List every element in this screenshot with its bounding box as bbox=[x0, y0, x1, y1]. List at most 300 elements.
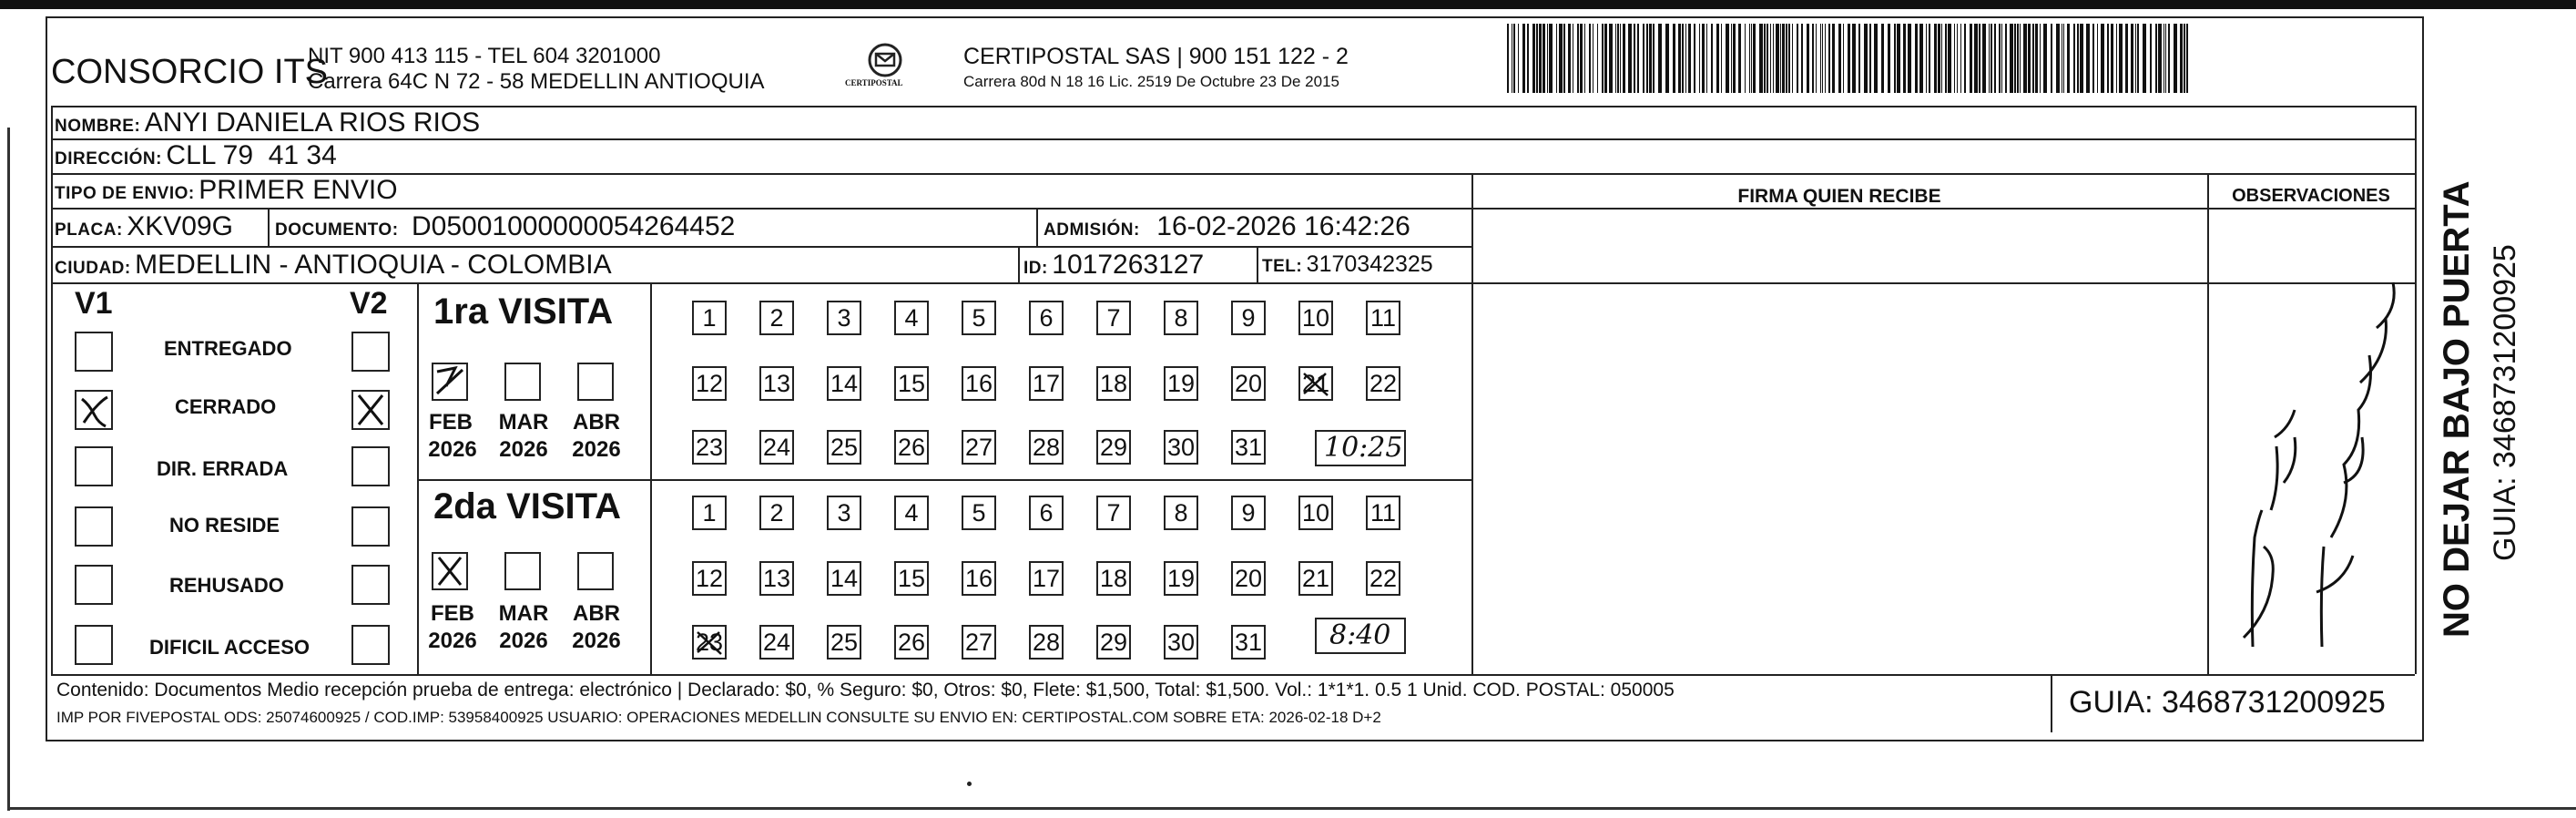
visit-1-day-19[interactable]: 19 bbox=[1164, 366, 1198, 401]
scan-bottom-edge bbox=[7, 807, 2576, 810]
barcode-bar bbox=[1518, 24, 1519, 93]
visit-1-day-11[interactable]: 11 bbox=[1366, 301, 1400, 335]
side-guia: GUIA: 3468731200925 bbox=[2488, 244, 2522, 561]
barcode-bar bbox=[2020, 24, 2021, 93]
visit-1-day-10[interactable]: 10 bbox=[1298, 301, 1333, 335]
option-cerrado: CERRADO bbox=[175, 395, 277, 418]
barcode-bar bbox=[2143, 24, 2146, 93]
barcode-bar bbox=[2056, 24, 2060, 93]
visit-2-month-mar-checkbox[interactable] bbox=[504, 552, 541, 590]
v1-dificil-acceso-checkbox[interactable] bbox=[75, 625, 113, 665]
option-no-reside: NO RESIDE bbox=[169, 514, 280, 537]
scan-top-edge bbox=[0, 0, 2576, 9]
barcode-bar bbox=[2073, 24, 2075, 93]
visit-1-year-abr: 2026 bbox=[572, 437, 621, 462]
barcode-bar bbox=[1941, 24, 1942, 93]
v1-rehusado-checkbox[interactable] bbox=[75, 565, 113, 605]
barcode-bar bbox=[1733, 24, 1736, 93]
barcode-bar bbox=[1801, 24, 1803, 93]
visit-1-day-14[interactable]: 14 bbox=[827, 366, 861, 401]
barcode-bar bbox=[1753, 24, 1756, 93]
barcode-bar bbox=[1620, 24, 1621, 93]
visit-1-month-feb-label: FEB bbox=[429, 410, 473, 435]
visit-2-day-30[interactable]: 30 bbox=[1164, 625, 1198, 660]
barcode-bar bbox=[1563, 24, 1565, 93]
v1-cerrado-checkbox[interactable] bbox=[75, 390, 113, 430]
barcode-bar bbox=[1812, 24, 1814, 93]
visit-2-day-31[interactable]: 31 bbox=[1231, 625, 1266, 660]
visit-1-time: 10:25 bbox=[1324, 432, 1403, 464]
barcode-bar bbox=[1782, 24, 1785, 93]
barcode-bar bbox=[1665, 24, 1669, 93]
visit-1-month-mar-checkbox[interactable] bbox=[504, 363, 541, 401]
visit-2-day-19[interactable]: 19 bbox=[1164, 561, 1198, 596]
barcode-bar bbox=[1770, 24, 1771, 93]
company-nit: NIT 900 413 115 - TEL 604 3201000 bbox=[308, 44, 661, 68]
admision-value: 16-02-2026 16:42:26 bbox=[1156, 211, 1410, 241]
barcode-bar bbox=[1716, 24, 1719, 93]
barcode-bar bbox=[1536, 24, 1538, 93]
visit-2-day-26[interactable]: 26 bbox=[894, 625, 929, 660]
visit-1-year-feb: 2026 bbox=[428, 437, 477, 462]
visit-1-month-abr-label: ABR bbox=[573, 410, 620, 435]
tipo-envio-label: TIPO DE ENVIO: bbox=[55, 184, 195, 203]
barcode-bar bbox=[1685, 24, 1686, 93]
visit-2-day-1[interactable]: 1 bbox=[692, 496, 727, 530]
barcode-bar bbox=[2097, 24, 2098, 93]
barcode-bar bbox=[2067, 24, 2070, 93]
company-name: CONSORCIO ITS bbox=[51, 53, 329, 91]
visit-2-day-27[interactable]: 27 bbox=[962, 625, 996, 660]
barcode-bar bbox=[1678, 24, 1681, 93]
barcode-bar bbox=[2155, 24, 2157, 93]
documento-field bbox=[275, 211, 735, 242]
barcode-bar bbox=[1989, 24, 1990, 93]
visit-2-year-abr: 2026 bbox=[572, 629, 621, 653]
barcode-bar bbox=[1780, 24, 1781, 93]
barcode-bar bbox=[1726, 24, 1729, 93]
barcode-bar bbox=[2168, 24, 2170, 93]
barcode-bar bbox=[1828, 24, 1830, 93]
visit-2-day-16[interactable]: 16 bbox=[962, 561, 996, 596]
visit-2-day-22[interactable]: 22 bbox=[1366, 561, 1400, 596]
barcode-bar bbox=[2150, 24, 2152, 93]
visit-2-day-13[interactable]: 13 bbox=[759, 561, 794, 596]
visit-1-day-28[interactable]: 28 bbox=[1029, 430, 1064, 465]
nombre-field bbox=[55, 107, 480, 138]
v2-cerrado-checkbox[interactable] bbox=[351, 390, 390, 430]
visit-2-day-12[interactable]: 12 bbox=[692, 561, 727, 596]
option-rehusado: REHUSADO bbox=[169, 574, 284, 597]
visit-1-day-8[interactable]: 8 bbox=[1164, 301, 1198, 335]
barcode-bar bbox=[2092, 24, 2094, 93]
barcode-bar bbox=[1858, 24, 1860, 93]
visit-1-day-30[interactable]: 30 bbox=[1164, 430, 1198, 465]
barcode-bar bbox=[1903, 24, 1906, 93]
ciudad-label: CIUDAD: bbox=[55, 259, 131, 278]
v2-label: V2 bbox=[350, 286, 388, 321]
visit-1-day-22[interactable]: 22 bbox=[1366, 366, 1400, 401]
barcode-bar bbox=[1929, 24, 1930, 93]
visit-2-day-11[interactable]: 11 bbox=[1366, 496, 1400, 530]
barcode-bar bbox=[1767, 24, 1768, 93]
barcode-bar bbox=[1694, 24, 1695, 93]
barcode-bar bbox=[2035, 24, 2038, 93]
courier-name: CERTIPOSTAL SAS | 900 151 122 - 2 bbox=[963, 44, 1349, 69]
barcode-bar bbox=[1919, 24, 1923, 93]
visit-1-day-9[interactable]: 9 bbox=[1231, 301, 1266, 335]
visit-2-day-14[interactable]: 14 bbox=[827, 561, 861, 596]
barcode-bar bbox=[1960, 24, 1961, 93]
nombre-label: NOMBRE: bbox=[55, 117, 141, 136]
barcode-bar bbox=[1577, 24, 1579, 93]
barcode-bar bbox=[1549, 24, 1553, 93]
barcode-bar bbox=[1688, 24, 1691, 93]
visit-1-year-mar: 2026 bbox=[499, 437, 548, 462]
barcode-bar bbox=[1888, 24, 1890, 93]
barcode-bar bbox=[1751, 24, 1752, 93]
v2-no-reside-checkbox[interactable] bbox=[351, 506, 390, 547]
visit-2-day-29[interactable]: 29 bbox=[1096, 625, 1131, 660]
v2-dir-errada-checkbox[interactable] bbox=[351, 446, 390, 486]
barcode-bar bbox=[1764, 24, 1766, 93]
visit-2-day-17[interactable]: 17 bbox=[1029, 561, 1064, 596]
visit-2-month-mar-label: MAR bbox=[498, 601, 549, 626]
barcode-bar bbox=[1852, 24, 1856, 93]
placa-field bbox=[55, 211, 233, 242]
documento-label: DOCUMENTO: bbox=[275, 220, 399, 240]
visit-1-day-25[interactable]: 25 bbox=[827, 430, 861, 465]
visit-1-day-31[interactable]: 31 bbox=[1231, 430, 1266, 465]
certipostal-logo bbox=[849, 40, 921, 98]
barcode-bar bbox=[1982, 24, 1986, 93]
visit-1-day-2[interactable]: 2 bbox=[759, 301, 794, 335]
barcode-bar bbox=[1825, 24, 1826, 93]
visit-1-feb-check-mark bbox=[433, 364, 466, 399]
footer-line-2: IMP POR FIVEPOSTAL ODS: 25074600925 / COD.IMP: 53958400925 USUARIO: OPERACIONES MEDELLIN CONSULTE SU ENVIO EN: CERTIPOSTAL.COM SOBRE ETA: 2026-02-18 D+2 bbox=[56, 709, 1381, 726]
visit-1-day-4[interactable]: 4 bbox=[894, 301, 929, 335]
tipo-envio-field bbox=[55, 175, 398, 206]
barcode-bar bbox=[2174, 24, 2177, 93]
barcode-bar bbox=[1609, 24, 1613, 93]
barcode-bar bbox=[2005, 24, 2007, 93]
v2-rehusado-checkbox[interactable] bbox=[351, 565, 390, 605]
visit-1-day-24[interactable]: 24 bbox=[759, 430, 794, 465]
visit-2-day-28[interactable]: 28 bbox=[1029, 625, 1064, 660]
barcode-bar bbox=[1822, 24, 1823, 93]
barcode-bar bbox=[1539, 24, 1542, 93]
visit-2-day-25[interactable]: 25 bbox=[827, 625, 861, 660]
barcode-bar bbox=[1634, 24, 1635, 93]
barcode-bar bbox=[1702, 24, 1705, 93]
barcode-bar bbox=[2186, 24, 2188, 93]
placa-value: XKV09G bbox=[127, 211, 233, 241]
placa-label: PLACA: bbox=[55, 220, 123, 240]
nombre-value: ANYI DANIELA RIOS RIOS bbox=[144, 107, 481, 138]
footer-guia: GUIA: 3468731200925 bbox=[2069, 685, 2386, 720]
barcode-bar bbox=[1646, 24, 1648, 93]
ciudad-field bbox=[55, 250, 612, 281]
visit-1-day-7[interactable]: 7 bbox=[1096, 301, 1131, 335]
visit-2-day-2[interactable]: 2 bbox=[759, 496, 794, 530]
direccion-value: CLL 79 41 34 bbox=[166, 140, 337, 170]
barcode-bar bbox=[2111, 24, 2113, 93]
visit-1-day-5[interactable]: 5 bbox=[962, 301, 996, 335]
visit-1-day-18[interactable]: 18 bbox=[1096, 366, 1131, 401]
barcode-bar bbox=[2063, 24, 2064, 93]
admision-field bbox=[1044, 211, 1410, 242]
barcode-bar bbox=[2131, 24, 2133, 93]
barcode-bar bbox=[1832, 24, 1835, 93]
barcode-bar bbox=[1653, 24, 1655, 93]
barcode-bar bbox=[1721, 24, 1722, 93]
v1-no-reside-checkbox[interactable] bbox=[75, 506, 113, 547]
barcode-bar bbox=[2137, 24, 2139, 93]
barcode-bar bbox=[1532, 24, 1535, 93]
barcode-bar bbox=[2040, 24, 2041, 93]
visit-1-day-23[interactable]: 23 bbox=[692, 430, 727, 465]
visit-2-year-feb: 2026 bbox=[428, 629, 477, 653]
barcode-bar bbox=[1807, 24, 1809, 93]
barcode-bar bbox=[2051, 24, 2052, 93]
visit-1-title: 1ra VISITA bbox=[433, 291, 614, 332]
id-value: 1017263127 bbox=[1052, 250, 1205, 280]
tel-field bbox=[1262, 251, 1433, 278]
visit-2-month-feb-checkbox[interactable] bbox=[432, 552, 468, 590]
visit-1-day-6[interactable]: 6 bbox=[1029, 301, 1064, 335]
barcode-bar bbox=[1527, 24, 1529, 93]
side-warning: NO DEJAR BAJO PUERTA bbox=[2437, 180, 2477, 638]
marked-day-label: 21 bbox=[1301, 370, 1330, 397]
visit-1-day-12[interactable]: 12 bbox=[692, 366, 727, 401]
barcode-bar bbox=[2023, 24, 2027, 93]
tipo-envio-value: PRIMER ENVIO bbox=[199, 175, 398, 205]
visit-2-day-8[interactable]: 8 bbox=[1164, 496, 1198, 530]
option-entregado: ENTREGADO bbox=[164, 337, 292, 360]
barcode-bar bbox=[1711, 24, 1713, 93]
barcode-bar bbox=[1556, 24, 1557, 93]
barcode-bar bbox=[2028, 24, 2031, 93]
visit-2-month-feb-label: FEB bbox=[431, 601, 474, 626]
courier-address: Carrera 80d N 18 16 Lic. 2519 De Octubre 23 De 2015 bbox=[963, 73, 1339, 90]
barcode-bar bbox=[1957, 24, 1958, 93]
visit-2-day-20[interactable]: 20 bbox=[1231, 561, 1266, 596]
direccion-field bbox=[55, 140, 337, 171]
handwritten-observation bbox=[2207, 210, 2415, 674]
barcode-bar bbox=[1979, 24, 1980, 93]
option-dir-errada: DIR. ERRADA bbox=[157, 457, 289, 480]
barcode-bar bbox=[1649, 24, 1652, 93]
visit-2-title: 2da VISITA bbox=[433, 486, 621, 527]
barcode-bar bbox=[1543, 24, 1545, 93]
visit-2-day-23[interactable] bbox=[692, 625, 727, 660]
v1-dir-errada-checkbox[interactable] bbox=[75, 446, 113, 486]
barcode-bar bbox=[1507, 24, 1509, 93]
barcode-bar bbox=[2032, 24, 2034, 93]
visit-2-time: 8:40 bbox=[1329, 619, 1391, 651]
visit-1-day-1[interactable]: 1 bbox=[692, 301, 727, 335]
v2-dificil-acceso-checkbox[interactable] bbox=[351, 625, 390, 665]
visit-2-day-4[interactable]: 4 bbox=[894, 496, 929, 530]
id-label: ID: bbox=[1023, 259, 1048, 278]
visit-2-day-18[interactable]: 18 bbox=[1096, 561, 1131, 596]
barcode bbox=[1507, 24, 2190, 93]
barcode-bar bbox=[1938, 24, 1940, 93]
barcode-bar bbox=[1816, 24, 1817, 93]
visit-1-day-27[interactable]: 27 bbox=[962, 430, 996, 465]
barcode-bar bbox=[1894, 24, 1896, 93]
admision-label: ADMISIÓN: bbox=[1044, 220, 1140, 240]
barcode-bar bbox=[2158, 24, 2162, 93]
visit-2-day-5[interactable]: 5 bbox=[962, 496, 996, 530]
barcode-bar bbox=[1637, 24, 1639, 93]
barcode-bar bbox=[1792, 24, 1793, 93]
barcode-bar bbox=[1970, 24, 1972, 93]
visit-2-day-10[interactable]: 10 bbox=[1298, 496, 1333, 530]
barcode-bar bbox=[2165, 24, 2166, 93]
barcode-bar bbox=[1881, 24, 1884, 93]
barcode-bar bbox=[1547, 24, 1548, 93]
barcode-bar bbox=[2125, 24, 2128, 93]
barcode-bar bbox=[2043, 24, 2047, 93]
barcode-bar bbox=[1974, 24, 1978, 93]
v1-cerrado-check-mark bbox=[76, 392, 111, 428]
barcode-bar bbox=[1915, 24, 1918, 93]
barcode-bar bbox=[1749, 24, 1750, 93]
visit-1-day-26[interactable]: 26 bbox=[894, 430, 929, 465]
barcode-bar bbox=[1934, 24, 1937, 93]
barcode-bar bbox=[1628, 24, 1632, 93]
barcode-bar bbox=[2001, 24, 2002, 93]
barcode-bar bbox=[1602, 24, 1604, 93]
barcode-bar bbox=[1964, 24, 1966, 93]
barcode-bar bbox=[1699, 24, 1700, 93]
visit-2-day-15[interactable]: 15 bbox=[894, 561, 929, 596]
visit-2-month-abr-checkbox[interactable] bbox=[577, 552, 614, 590]
visit-1-day-21[interactable] bbox=[1298, 366, 1333, 401]
visit-2-feb-check-mark bbox=[433, 554, 466, 588]
barcode-bar bbox=[2135, 24, 2136, 93]
visit-1-day-17[interactable]: 17 bbox=[1029, 366, 1064, 401]
barcode-bar bbox=[2180, 24, 2183, 93]
visit-1-month-abr-checkbox[interactable] bbox=[577, 363, 614, 401]
barcode-bar bbox=[1568, 24, 1571, 93]
barcode-bar bbox=[1864, 24, 1868, 93]
barcode-bar bbox=[2010, 24, 2013, 93]
barcode-bar bbox=[1848, 24, 1850, 93]
barcode-bar bbox=[1908, 24, 1911, 93]
visit-2-day-3[interactable]: 3 bbox=[827, 496, 861, 530]
visit-1-day-16[interactable]: 16 bbox=[962, 366, 996, 401]
barcode-bar bbox=[1522, 24, 1525, 93]
barcode-bar bbox=[1513, 24, 1515, 93]
v2-cerrado-check-mark bbox=[353, 392, 388, 428]
visit-1-month-feb-checkbox[interactable] bbox=[432, 363, 468, 401]
visit-1-day-3[interactable]: 3 bbox=[827, 301, 861, 335]
visit-2-month-abr-label: ABR bbox=[573, 601, 620, 626]
visit-2-day-6[interactable]: 6 bbox=[1029, 496, 1064, 530]
barcode-bar bbox=[1617, 24, 1619, 93]
barcode-bar bbox=[2101, 24, 2104, 93]
barcode-bar bbox=[2077, 24, 2079, 93]
scan-left-edge bbox=[7, 128, 10, 811]
direccion-label: DIRECCIÓN: bbox=[55, 149, 162, 169]
v2-entregado-checkbox[interactable] bbox=[351, 332, 390, 372]
v1-entregado-checkbox[interactable] bbox=[75, 332, 113, 372]
barcode-bar bbox=[1843, 24, 1844, 93]
footer-line-1: Contenido: Documentos Medio recepción prueba de entrega: electrónico | Declarado: $0, % Seguro: $0, Otros: $0, Flete: $1,500, Total: $1,500. Vol.: 1*1*1. 0.5 1 Unid. COD. POSTAL: 050005 bbox=[56, 680, 1675, 700]
barcode-bar bbox=[1773, 24, 1774, 93]
barcode-bar bbox=[1954, 24, 1955, 93]
barcode-bar bbox=[1788, 24, 1790, 93]
barcode-bar bbox=[2086, 24, 2090, 93]
visit-2-day-7[interactable]: 7 bbox=[1096, 496, 1131, 530]
barcode-bar bbox=[1643, 24, 1644, 93]
visit-1-month-mar-label: MAR bbox=[498, 410, 549, 435]
visit-2-day-9[interactable]: 9 bbox=[1231, 496, 1266, 530]
id-field bbox=[1023, 250, 1204, 281]
visit-2-day-24[interactable]: 24 bbox=[759, 625, 794, 660]
barcode-bar bbox=[1874, 24, 1878, 93]
barcode-bar bbox=[1776, 24, 1779, 93]
marked-day-label: 23 bbox=[695, 629, 724, 656]
visit-1-day-29[interactable]: 29 bbox=[1096, 430, 1131, 465]
barcode-bar bbox=[2017, 24, 2019, 93]
barcode-bar bbox=[1597, 24, 1598, 93]
barcode-bar bbox=[1738, 24, 1741, 93]
barcode-bar bbox=[1786, 24, 1787, 93]
barcode-bar bbox=[1731, 24, 1732, 93]
barcode-bar bbox=[2080, 24, 2083, 93]
documento-value: D05001000000054264452 bbox=[412, 211, 736, 241]
barcode-bar bbox=[1759, 24, 1763, 93]
barcode-bar bbox=[1945, 24, 1947, 93]
barcode-bar bbox=[1580, 24, 1583, 93]
barcode-bar bbox=[2014, 24, 2016, 93]
barcode-bar bbox=[1584, 24, 1585, 93]
barcode-bar bbox=[2184, 24, 2185, 93]
barcode-bar bbox=[1559, 24, 1563, 93]
barcode-bar bbox=[1706, 24, 1707, 93]
barcode-bar bbox=[1999, 24, 2001, 93]
barcode-bar bbox=[1994, 24, 1996, 93]
barcode-bar bbox=[1991, 24, 1992, 93]
visit-1-day-13[interactable]: 13 bbox=[759, 366, 794, 401]
scan-dot bbox=[967, 782, 972, 786]
barcode-bar bbox=[1745, 24, 1746, 93]
visit-2-day-21[interactable]: 21 bbox=[1298, 561, 1333, 596]
barcode-bar bbox=[1897, 24, 1900, 93]
barcode-bar bbox=[2107, 24, 2109, 93]
barcode-bar bbox=[1869, 24, 1871, 93]
barcode-bar bbox=[2116, 24, 2117, 93]
visit-2-time-box bbox=[1315, 618, 1406, 654]
barcode-bar bbox=[1926, 24, 1927, 93]
barcode-bar bbox=[1623, 24, 1625, 93]
barcode-bar bbox=[1615, 24, 1616, 93]
visit-1-day-20[interactable]: 20 bbox=[1231, 366, 1266, 401]
barcode-bar bbox=[1589, 24, 1591, 93]
barcode-bar bbox=[2119, 24, 2123, 93]
company-address: Carrera 64C N 72 - 58 MEDELLIN ANTIOQUIA bbox=[308, 69, 765, 94]
option-dificil-acceso: DIFICIL ACCESO bbox=[149, 636, 311, 659]
visit-1-time-box bbox=[1315, 430, 1406, 466]
tel-value: 3170342325 bbox=[1306, 251, 1433, 277]
visit-1-day-15[interactable]: 15 bbox=[894, 366, 929, 401]
observaciones-label: OBSERVACIONES bbox=[2232, 186, 2390, 206]
barcode-bar bbox=[1658, 24, 1662, 93]
visit-2-year-mar: 2026 bbox=[499, 629, 548, 653]
